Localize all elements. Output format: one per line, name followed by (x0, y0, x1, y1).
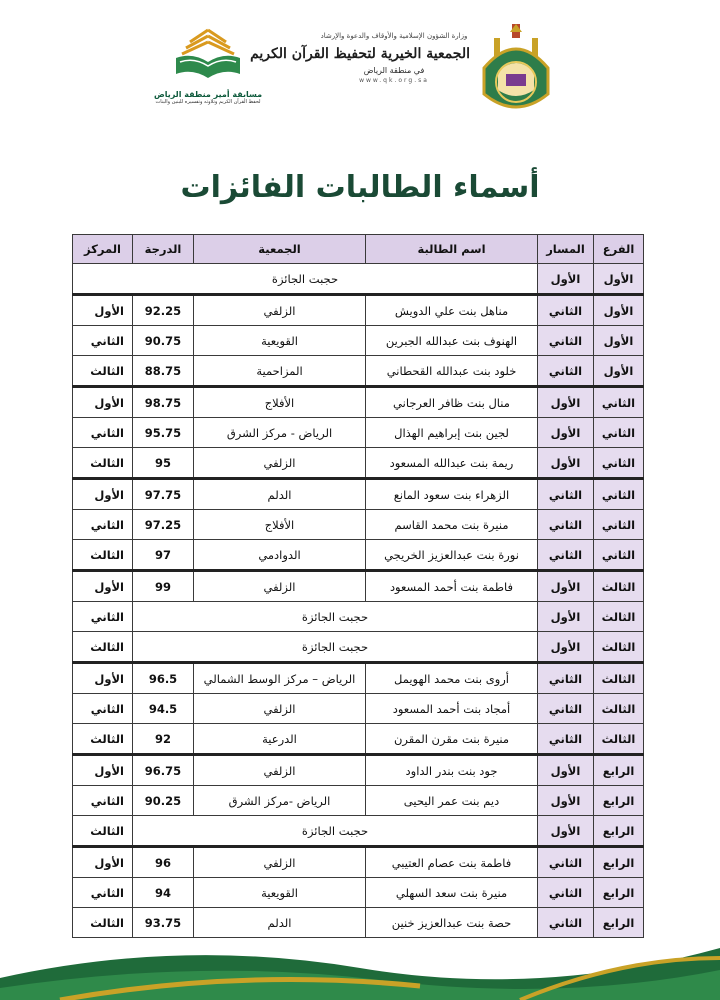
cell-branch: الرابع (594, 816, 644, 847)
cell-association: المزاحمية (194, 356, 366, 387)
table-row (73, 878, 644, 908)
cell-branch: الثالث (594, 694, 644, 724)
cell-branch: الرابع (594, 755, 644, 786)
winners-table (72, 234, 644, 938)
competition-name: مسابقة أمير منطقة الرياض (153, 90, 263, 99)
cell-place: الثاني (73, 878, 133, 908)
cell-branch: الثاني (594, 479, 644, 510)
cell-score: 95 (133, 448, 194, 479)
cell-branch: الثالث (594, 632, 644, 663)
cell-association: الدلم (194, 908, 366, 938)
cell-place: الثاني (73, 326, 133, 356)
cell-branch: الثاني (594, 448, 644, 479)
cell-student-name: منال بنت ظافر العرجاني (366, 387, 538, 418)
cell-place: الثاني (73, 602, 133, 632)
cell-score: 88.75 (133, 356, 194, 387)
column-header-association: الجمعية (194, 235, 366, 264)
cell-student-name: مناهل بنت علي الدويش (366, 295, 538, 326)
cell-withheld: حجبت الجائزة (133, 602, 538, 632)
cell-student-name: منيرة بنت محمد القاسم (366, 510, 538, 540)
cell-student-name: ديم بنت عمر اليحيى (366, 786, 538, 816)
association-url: www.qk.org.sa (359, 77, 429, 84)
cell-student-name: فاطمة بنت أحمد المسعود (366, 571, 538, 602)
cell-student-name: الزهراء بنت سعود المانع (366, 479, 538, 510)
cell-track: الثاني (538, 510, 594, 540)
cell-association: الزلفي (194, 847, 366, 878)
cell-score: 90.25 (133, 786, 194, 816)
cell-score: 95.75 (133, 418, 194, 448)
cell-branch: الأول (594, 264, 644, 295)
table-row (73, 479, 644, 510)
column-header-place: المركز (73, 235, 133, 264)
cell-track: الأول (538, 786, 594, 816)
cell-student-name: الهنوف بنت عبدالله الجبرين (366, 326, 538, 356)
association-emblem-logo (472, 24, 560, 116)
cell-place: الثالث (73, 908, 133, 938)
table-row (73, 295, 644, 326)
cell-association: القويعية (194, 326, 366, 356)
cell-score: 96 (133, 847, 194, 878)
cell-student-name: منيرة بنت مقرن المقرن (366, 724, 538, 755)
cell-student-name: جود بنت بندر الداود (366, 755, 538, 786)
cell-place: الأول (73, 479, 133, 510)
cell-branch: الثاني (594, 540, 644, 571)
cell-track: الأول (538, 264, 594, 295)
cell-student-name: فاطمة بنت عصام العتيبي (366, 847, 538, 878)
cell-branch: الثالث (594, 571, 644, 602)
decorative-wave (0, 928, 720, 1000)
cell-track: الأول (538, 448, 594, 479)
cell-score: 98.75 (133, 387, 194, 418)
table-row (73, 602, 644, 632)
cell-place: الثالث (73, 540, 133, 571)
table-row (73, 755, 644, 786)
cell-branch: الثاني (594, 387, 644, 418)
page-title: أسماء الطالبات الفائزات (180, 170, 540, 205)
table-row (73, 663, 644, 694)
cell-association: الأفلاج (194, 387, 366, 418)
table-row (73, 724, 644, 755)
cell-track: الثاني (538, 479, 594, 510)
cell-withheld: حجبت الجائزة (133, 632, 538, 663)
cell-student-name: خلود بنت عبدالله القحطاني (366, 356, 538, 387)
table-row (73, 356, 644, 387)
cell-branch: الثالث (594, 663, 644, 694)
cell-student-name: منيرة بنت سعد السهلي (366, 878, 538, 908)
cell-place: الثالث (73, 816, 133, 847)
ministry-text: وزارة الشؤون الإسلامية والأوقاف والدعوة والإرشاد (320, 32, 468, 40)
table-row (73, 632, 644, 663)
cell-place: الثالث (73, 632, 133, 663)
table-row (73, 816, 644, 847)
cell-association: الأفلاج (194, 510, 366, 540)
association-name-logo (250, 28, 470, 124)
cell-score: 97 (133, 540, 194, 571)
cell-score: 99 (133, 571, 194, 602)
cell-track: الثاني (538, 663, 594, 694)
cell-track: الأول (538, 602, 594, 632)
competition-subtitle: لحفظ القرآن الكريم وتلاوته وتفسيره للبنين والبنات (155, 99, 261, 105)
cell-track: الثاني (538, 326, 594, 356)
cell-track: الأول (538, 816, 594, 847)
cell-branch: الأول (594, 326, 644, 356)
table-row (73, 387, 644, 418)
column-header-score: الدرجة (133, 235, 194, 264)
cell-branch: الأول (594, 356, 644, 387)
cell-track: الثاني (538, 356, 594, 387)
competition-logo (148, 26, 268, 122)
table-row (73, 694, 644, 724)
cell-track: الثاني (538, 908, 594, 938)
cell-association: الزلفي (194, 755, 366, 786)
cell-score: 97.25 (133, 510, 194, 540)
table-header-row (73, 235, 644, 264)
cell-score: 96.75 (133, 755, 194, 786)
table-row (73, 510, 644, 540)
cell-track: الأول (538, 387, 594, 418)
table-row (73, 448, 644, 479)
cell-withheld: حجبت الجائزة (133, 816, 538, 847)
cell-track: الأول (538, 418, 594, 448)
cell-place: الأول (73, 387, 133, 418)
cell-score: 92.25 (133, 295, 194, 326)
cell-student-name: أروى بنت محمد الهويمل (366, 663, 538, 694)
cell-association: الرياض -مركز الشرق (194, 786, 366, 816)
cell-place: الأول (73, 663, 133, 694)
table-row (73, 264, 644, 295)
column-header-track: المسار (538, 235, 594, 264)
cell-track: الثاني (538, 295, 594, 326)
cell-score: 93.75 (133, 908, 194, 938)
cell-track: الأول (538, 571, 594, 602)
table-body (73, 264, 644, 938)
cell-branch: الرابع (594, 878, 644, 908)
cell-association: الدلم (194, 479, 366, 510)
table-row (73, 326, 644, 356)
cell-student-name: أمجاد بنت أحمد المسعود (366, 694, 538, 724)
cell-student-name: لجين بنت إبراهيم الهذال (366, 418, 538, 448)
cell-track: الثاني (538, 694, 594, 724)
cell-place: الثاني (73, 510, 133, 540)
association-region: في منطقة الرياض (363, 66, 425, 75)
cell-place: الثالث (73, 356, 133, 387)
cell-branch: الثالث (594, 602, 644, 632)
cell-place: الأول (73, 755, 133, 786)
cell-branch: الأول (594, 295, 644, 326)
cell-branch: الثاني (594, 510, 644, 540)
open-book-icon (168, 26, 248, 84)
cell-score: 92 (133, 724, 194, 755)
cell-association: القويعية (194, 878, 366, 908)
cell-withheld: حجبت الجائزة (73, 264, 538, 295)
cell-place: الثالث (73, 448, 133, 479)
cell-track: الثاني (538, 878, 594, 908)
cell-association: الرياض - مركز الشرق (194, 418, 366, 448)
cell-association: الدوادمي (194, 540, 366, 571)
cell-place: الثاني (73, 418, 133, 448)
cell-association: الدرعية (194, 724, 366, 755)
column-header-student-name: اسم الطالبة (366, 235, 538, 264)
table-row (73, 847, 644, 878)
column-header-branch: الفرع (594, 235, 644, 264)
table-row (73, 540, 644, 571)
cell-place: الأول (73, 571, 133, 602)
cell-track: الأول (538, 632, 594, 663)
cell-association: الزلفي (194, 295, 366, 326)
cell-student-name: نورة بنت عبدالعزيز الخريجي (366, 540, 538, 571)
cell-place: الثالث (73, 724, 133, 755)
cell-place: الثاني (73, 786, 133, 816)
association-name: الجمعية الخيرية لتحفيظ القرآن الكريم (250, 46, 470, 62)
cell-student-name: ريمة بنت عبدالله المسعود (366, 448, 538, 479)
cell-place: الثاني (73, 694, 133, 724)
cell-branch: الرابع (594, 908, 644, 938)
cell-association: الزلفي (194, 448, 366, 479)
cell-branch: الثالث (594, 724, 644, 755)
cell-branch: الرابع (594, 847, 644, 878)
cell-student-name: حصة بنت عبدالعزيز خنين (366, 908, 538, 938)
table-row (73, 786, 644, 816)
table-row (73, 571, 644, 602)
cell-association: الزلفي (194, 694, 366, 724)
cell-score: 94.5 (133, 694, 194, 724)
cell-association: الرياض – مركز الوسط الشمالي (194, 663, 366, 694)
cell-association: الزلفي (194, 571, 366, 602)
cell-score: 90.75 (133, 326, 194, 356)
cell-score: 94 (133, 878, 194, 908)
cell-branch: الرابع (594, 786, 644, 816)
cell-branch: الثاني (594, 418, 644, 448)
cell-track: الثاني (538, 540, 594, 571)
cell-track: الثاني (538, 724, 594, 755)
cell-track: الثاني (538, 847, 594, 878)
cell-score: 96.5 (133, 663, 194, 694)
cell-place: الأول (73, 847, 133, 878)
table-row (73, 418, 644, 448)
cell-track: الأول (538, 755, 594, 786)
cell-score: 97.75 (133, 479, 194, 510)
cell-place: الأول (73, 295, 133, 326)
